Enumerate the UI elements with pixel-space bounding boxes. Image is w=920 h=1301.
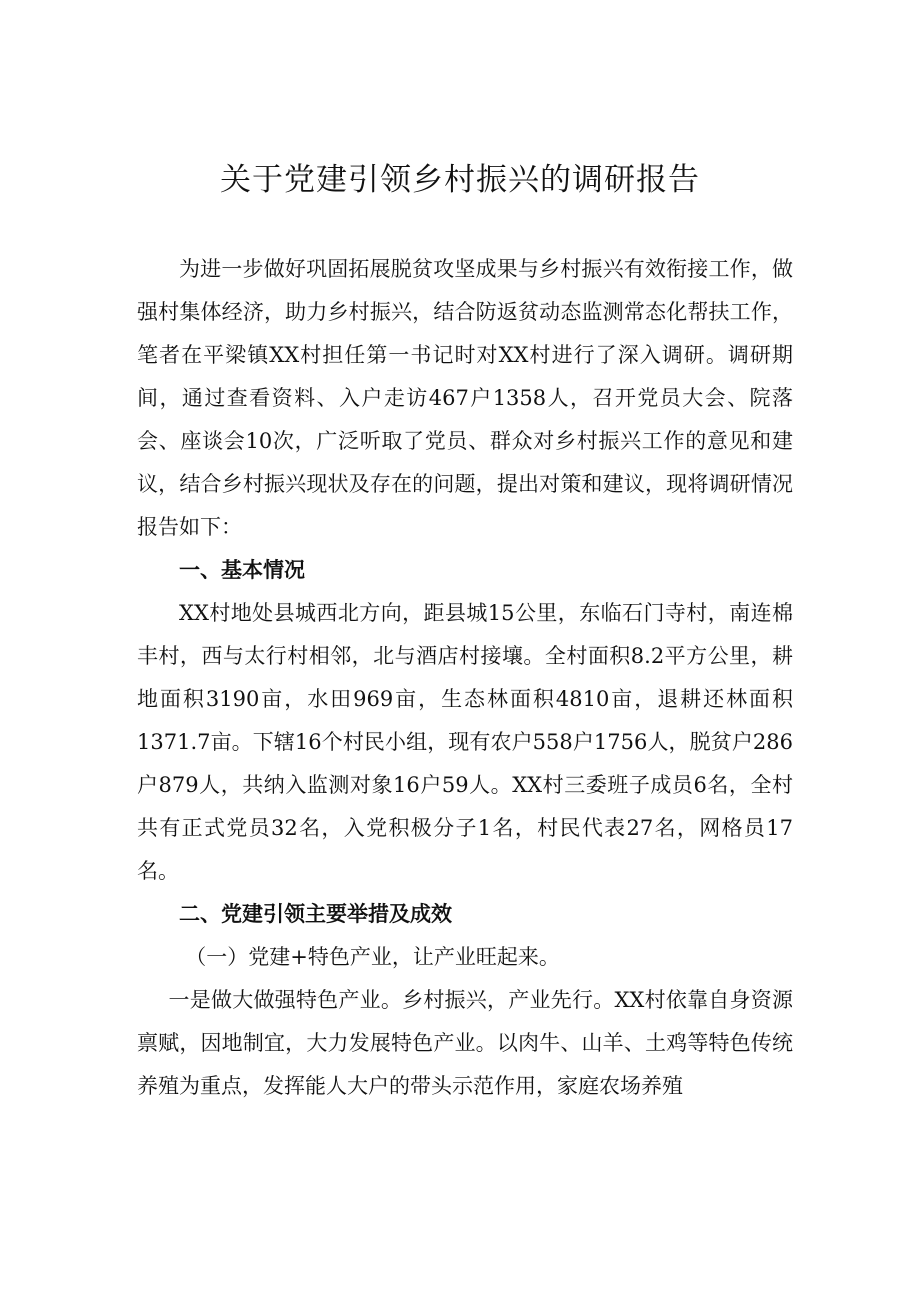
document-title: 关于党建引领乡村振兴的调研报告 [220,162,700,198]
basic-info-paragraph: XX村地处县城西北方向，距县城15公里，东临石门寺村，南连棉丰村，西与太行村相邻，北与酒店村接壤。全村面积8.2平方公里，耕地面积3190亩，水田969亩，生态林面积4810亩，退耕还林面积1371.7亩。下辖16个村民小组，现有农户558户1756人，脱贫户286户879人，共纳入监测对象16户59人。XX村三委班子成员6名，全村共有正式党员32名，入党积极分子1名，村民代表27名，网格员17名。 [137,601,793,883]
sub-heading-industry: （一）党建+特色产业，让产业旺起来。 [185,945,560,969]
section-heading-basic: 一、基本情况 [179,558,305,582]
industry-paragraph: 一是做大做强特色产业。乡村振兴，产业先行。XX村依靠自身资源禀赋，因地制宜，大力发展特色产业。以肉牛、山羊、土鸡等特色传统养殖为重点，发挥能人大户的带头示范作用，家庭农场养殖 [137,988,793,1098]
intro-paragraph: 为进一步做好巩固拓展脱贫攻坚成果与乡村振兴有效衔接工作，做强村集体经济，助力乡村振兴，结合防返贫动态监测常态化帮扶工作，笔者在平梁镇XX村担任第一书记时对XX村进行了深入调研。调研期间，通过查看资料、入户走访467户1358人，召开党员大会、院落会、座谈会10次，广泛听取了党员、群众对乡村振兴工作的意见和建议，结合乡村振兴现状及存在的问题，提出对策和建议，现将调研情况报告如下： [137,257,793,539]
document-body [137,248,793,1108]
section-heading-measures: 二、党建引领主要举措及成效 [179,902,452,926]
